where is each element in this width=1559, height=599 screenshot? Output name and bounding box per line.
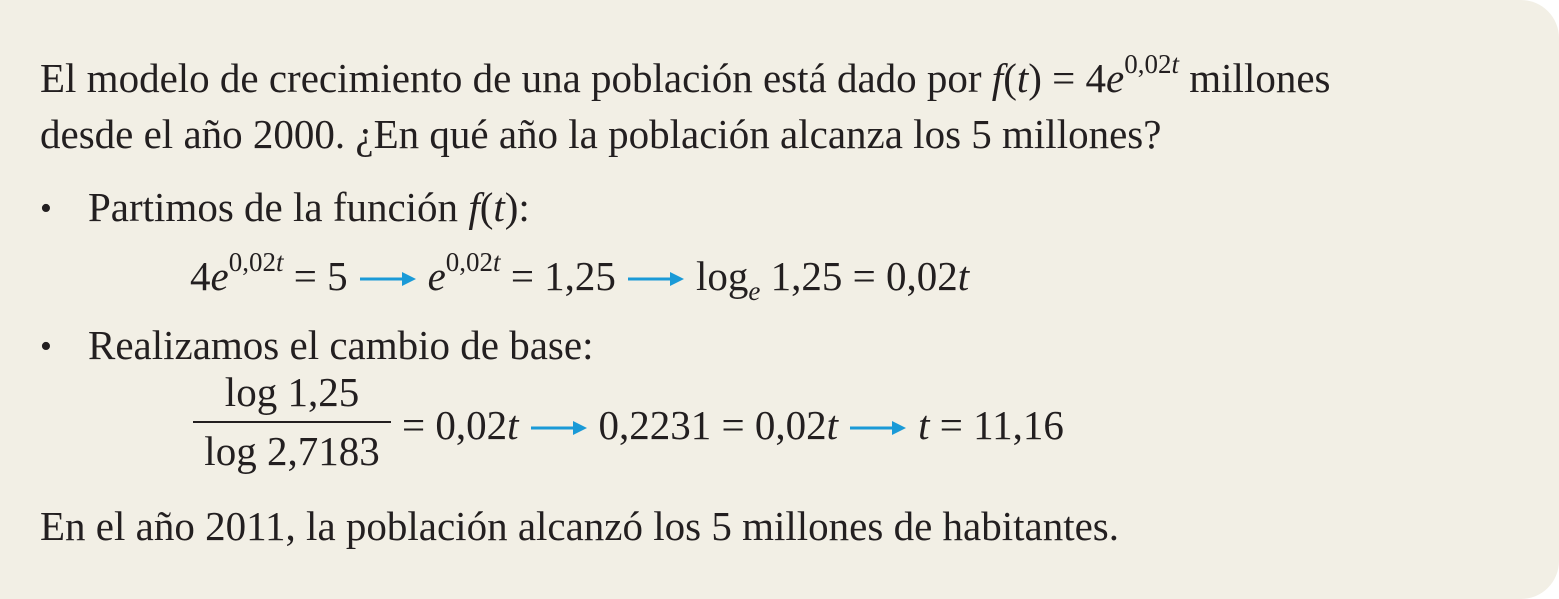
exponent-variable: t [1171, 49, 1180, 79]
variable-t: t [507, 402, 519, 448]
equation-rhs: = 5 [283, 253, 348, 299]
exponent-number: 0,02 [228, 247, 276, 277]
conclusion: En el año 2011, la población alcanzó los 5 millones de habitantes. [40, 503, 1119, 549]
function-name: f [991, 55, 1004, 101]
step-2-label: Realizamos el cambio de base: [88, 322, 594, 368]
fraction-numerator: log 1,25 [224, 369, 360, 415]
right-arrow-icon [626, 269, 686, 289]
bullet-1: • [40, 190, 52, 227]
equals-four: = 4 [1041, 55, 1107, 101]
euler-e: e [427, 253, 446, 299]
right-arrow-icon [848, 418, 908, 438]
paren-close: ) [1028, 55, 1042, 101]
paren-open: ( [479, 184, 494, 230]
fraction-bar [193, 421, 391, 423]
exponent-variable: t [493, 247, 501, 277]
paren-open: ( [1003, 55, 1017, 101]
exponent-number: 0,02 [1124, 49, 1172, 79]
log-base: e [748, 276, 761, 306]
exponent [446, 247, 501, 277]
right-arrow-icon [358, 269, 418, 289]
bullet-2: • [40, 328, 52, 365]
equation-rhs: = 0,02 [402, 402, 508, 448]
coefficient: 4 [190, 253, 211, 299]
problem-statement-line-1 [40, 49, 1331, 101]
fraction-denominator: log 2,7183 [204, 428, 380, 474]
exponent [229, 247, 284, 277]
variable-t: t [826, 402, 839, 448]
problem-statement-line-2: desde el año 2000. ¿En qué año la población alcanza los 5 millones? [40, 111, 1162, 157]
equation-rhs: 1,25 = 0,02 [760, 253, 958, 299]
function-name: f [468, 184, 480, 230]
step-1-text: Partimos de la función [88, 184, 469, 230]
result-value: = 11,16 [929, 402, 1064, 448]
exponent-variable: t [275, 247, 284, 277]
equation-rhs: = 1,25 [500, 253, 616, 299]
log-word: log [695, 253, 749, 299]
problem-text: El modelo de crecimiento de una población está dado por [40, 55, 992, 101]
exponent [1124, 49, 1179, 79]
euler-e: e [210, 253, 229, 299]
step-1-label [88, 184, 530, 230]
paren-close: ): [504, 184, 530, 230]
right-arrow-icon [529, 418, 589, 438]
problem-text-tail: millones [1179, 55, 1331, 101]
equation-middle: 0,2231 = 0,02 [598, 402, 827, 448]
fraction [193, 369, 391, 474]
variable-t: t [957, 253, 970, 299]
step-2-equation [402, 402, 1064, 448]
exponent-number: 0,02 [445, 247, 494, 277]
variable-t: t [918, 402, 930, 448]
variable-t: t [493, 184, 505, 230]
euler-e: e [1106, 55, 1125, 101]
step-1-equation [190, 247, 970, 306]
variable-t: t [1016, 55, 1029, 101]
